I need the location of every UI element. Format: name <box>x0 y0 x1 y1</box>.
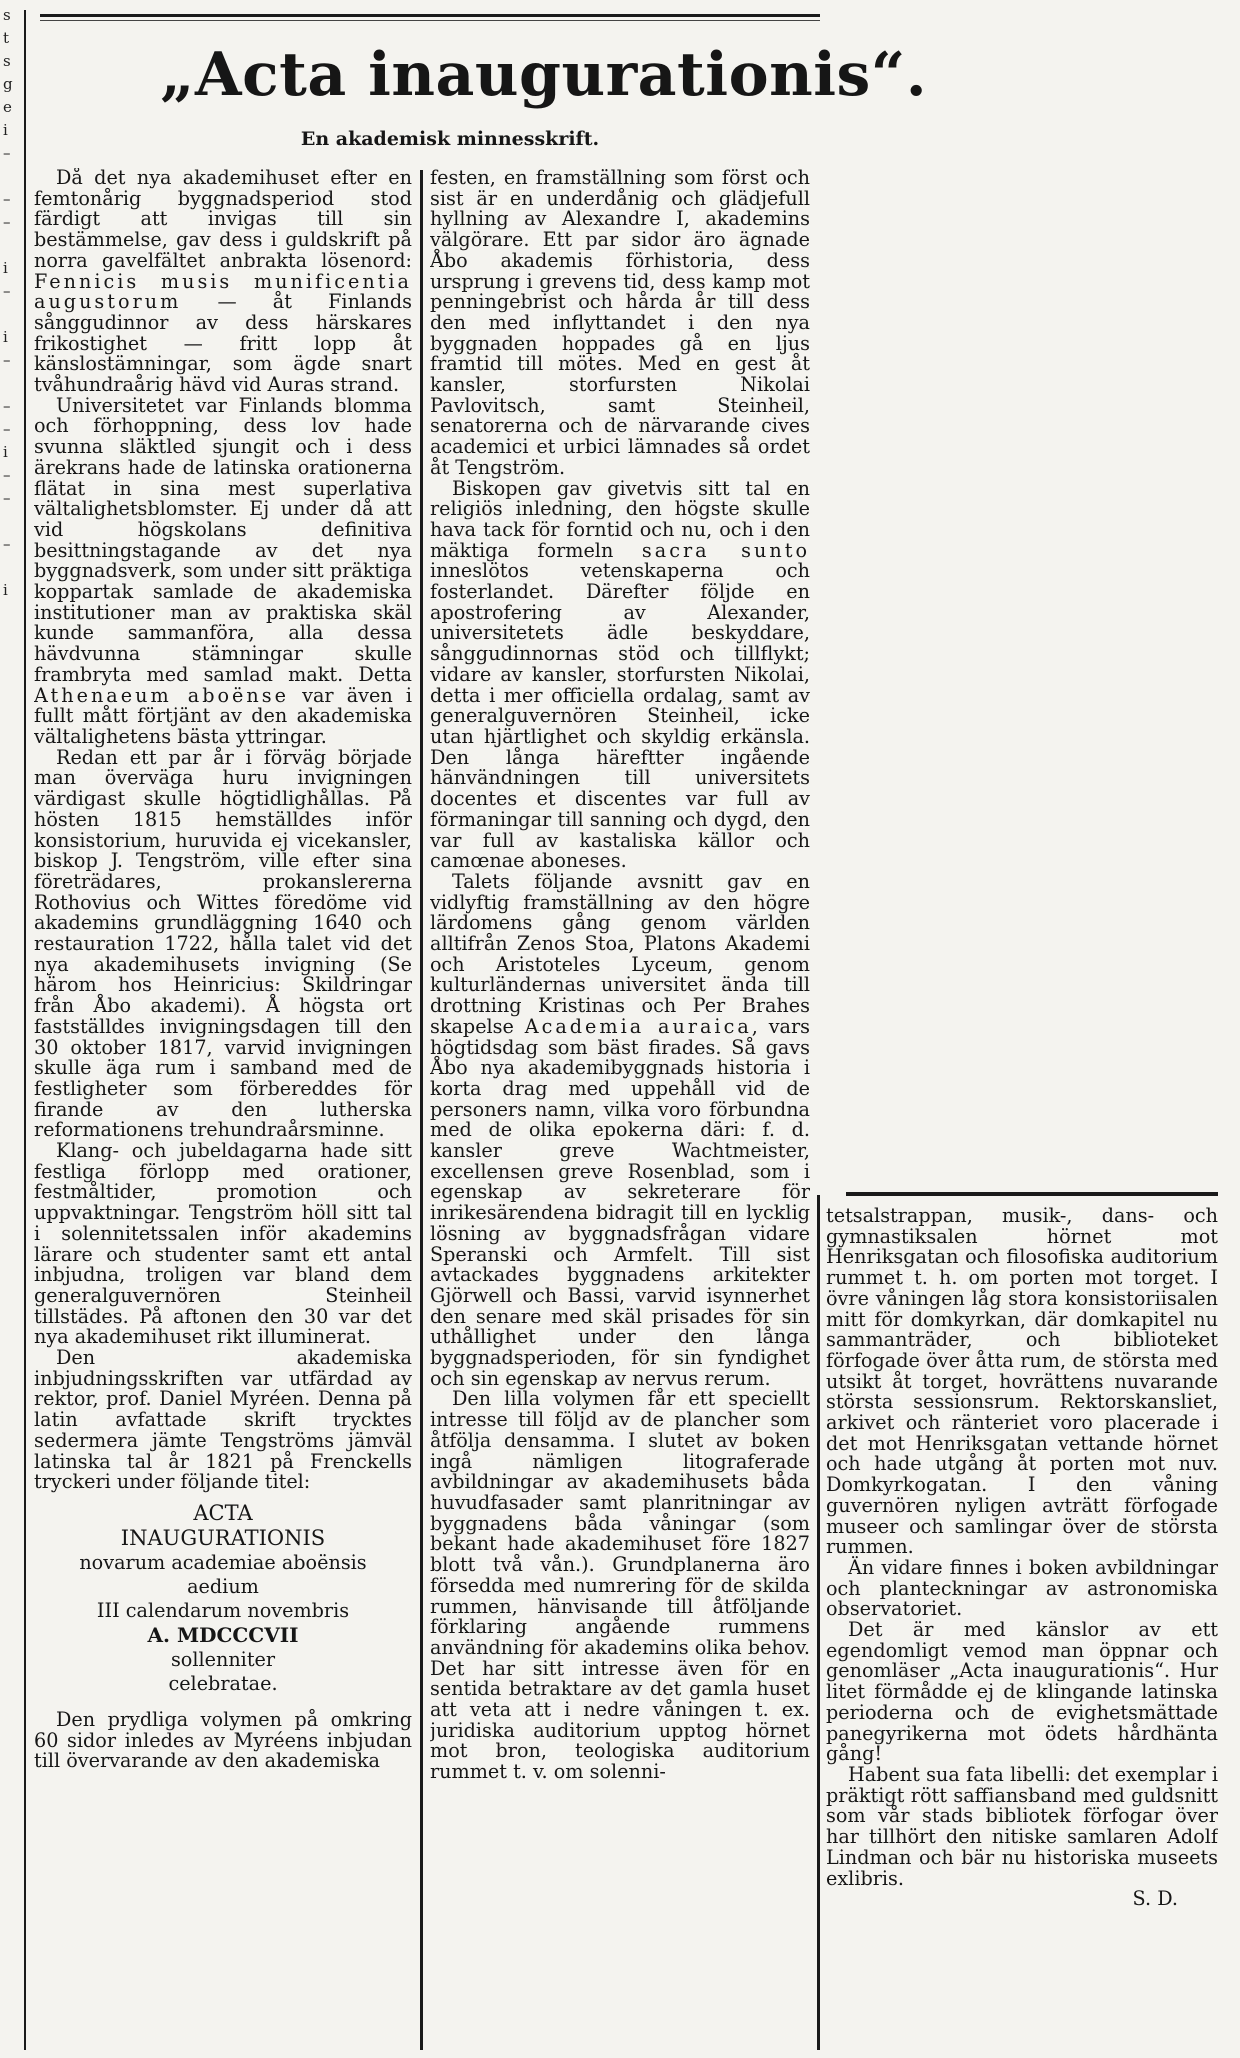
margin-letter: s <box>3 6 11 24</box>
subheadline: En akademisk minnesskrift. <box>300 128 600 150</box>
margin-letter: i <box>3 328 8 346</box>
signature: S. D. <box>1132 1887 1178 1911</box>
column-rule-1 <box>420 170 423 2050</box>
paragraph: Redan ett par år i förväg började man överväga huru invigningen värdigast skulle högtidlighållas. På hösten 1815 hemställdes inför konsistorium, huruvida ej vicekansler, biskop J. Tengström, ville efter sina företrädares, prokanslererna Rothovius och Wittes föredöme vid akademins grundläggning 1640 och restauration 1722, hålla talet vid det nya akademihusets invigning (Se härom hos Heinricius: Skildringar från Åbo akademi). Å högsta ort fastställdes invigningsdagen till den 30 oktober 1817, varvid invigningen skulle äga rum i samband med de festligheter som förbereddes för firande av den lutherska reformationens trehundraårsminne. <box>34 745 412 1142</box>
column-rule-left <box>24 10 26 2050</box>
paragraph: Habent sua fata libelli: det exemplar i präktigt rött saffiansband med guldsnitt som vår stads bibliotek förfogar över har tillhört den nitiske samlaren Adolf Lindman och bär nu historiska museets exlibris. <box>826 1762 1218 1890</box>
paragraph: Biskopen gav givetvis sitt tal en religiös inledning, den högste skulle hava tack för forntid och nu, och i den mäktiga formeln sacra sunto inneslötos vetenskaperna och fosterlandet. Därefter följde en apostrofering av Alexander, universitetets ädle beskyddare, sånggudinnornas stöd och tillflykt; vidare av kansler, storfursten Nikolai, detta i mer officiella ordalag, samt av generalguvernören Steinheil, icke utan hjärtlighet och skyldig erkänsla. Den långa häreftter ingående hänvändningen till universitets docentes et discentes var full av förmaningar till sanning och dygd, den var full av kastaliska källor och camœnae aboneses. <box>430 476 810 873</box>
margin-letter: – <box>3 466 11 484</box>
margin-letter: – <box>3 144 11 162</box>
title-line: sollenniter <box>170 1648 276 1671</box>
margin-letter: g <box>3 75 13 93</box>
paragraph: Den lilla volymen får ett speciellt intresse till följd av de plancher som åtfölja densamma. I slutet av boken ingå nämligen litograferade avbildningar av akademihusets båda huvudfasader samt planritningar av byggnadens båda våningar (som bekant hade akademihuset före 1827 blott två vån.). Grundplanerna äro försedda med numrering för de skilda rummen, hänvisande till åtföljande förklaring angående rummens användning för akademins olika behov. Det har sitt intresse även för en sentida betraktare av det gamla huset att veta att i nedre våningen t. ex. juridiska auditorium upptog hörnet mot bron, teologiska auditorium rummet t. v. om solenni- <box>430 1387 810 1784</box>
paragraph: Än vidare finnes i boken avbildningar och planteckningar av astronomiska observatoriet. <box>826 1555 1218 1621</box>
margin-letter: – <box>3 489 11 507</box>
title-line: III calendarum novembris <box>96 1599 350 1622</box>
spaced-phrase: Academia auraica <box>524 1014 752 1038</box>
paragraph: Det är med känslor av ett egendomligt vemod man öppnar och genomläser „Acta inaugurationis“. Hur litet förmådde ej de klingande latinska perioderna och de evighetsmättade panegyrikerna mot ödets hårdhänta gång! <box>826 1618 1218 1766</box>
title-line: celebratae. <box>168 1672 278 1695</box>
margin-letter: – <box>3 213 11 231</box>
paragraph: Då det nya akademihuset efter en femtonårig byggnadsperiod stod färdigt att invigas till sin bestämmelse, gav dess i guldskrift på norra gavelfältet anbrakta lösenord: Fennicis musis munificentia augustorum — åt Finlands sånggudinnor av dess härskares frikostighet — fritt lopp åt känslostämningar, som ägde snart tvåhundraårig hävd vid Auras strand. <box>34 168 412 397</box>
margin-letter: i <box>3 443 8 461</box>
margin-letter: – <box>3 351 11 369</box>
margin-letter: i <box>3 581 8 599</box>
section-rule <box>846 1192 1218 1196</box>
margin-letter: – <box>3 420 11 438</box>
paragraph: tetsalstrappan, musik-, dans- och gymnastiksalen hörnet mot Henriksgatan och filosofiska auditorium rummet t. h. om porten mot torget. I övre våningen låg stora konsistoriisalen mitt för domkyrkan, där domkapitel nu sammanträder, och biblioteket förfogade över åtta rum, de största med utsikt åt torget, hovrättens nuvarande största sessionsrum. Rektorskansliet, arkivet och ränteriet voro placerade i det mot Henriksgatan vettande hörnet och hade utgång åt porten mot nuv. Domkyrkogatan. I den våning guvernören nyligen avträtt förfogade museer och samlingar över de största rummen. <box>826 1206 1218 1559</box>
column-rule-2 <box>817 1195 820 2050</box>
headline: „Acta inaugurationis“. <box>160 40 928 110</box>
title-line: aedium <box>187 1575 259 1598</box>
title-line: ACTA <box>193 1501 253 1525</box>
column-3 <box>826 1206 1218 2052</box>
margin-letter: – <box>3 190 11 208</box>
margin-letter: i <box>3 259 8 277</box>
margin-letter: t <box>3 29 10 47</box>
paragraph: Klang- och jubeldagarna hade sitt festliga förlopp med orationer, festmåltider, promotion och uppvaktningar. Tengström höll sitt tal i solennitetssalen inför akademins lärare och studenter samt ett antal inbjudna, troligen var bland dem generalguvernören Steinheil tillstädes. På aftonen den 30 var det nya akademihuset rikt illuminerat. <box>34 1139 412 1349</box>
top-rule <box>40 14 820 17</box>
spaced-phrase: Athenaeum aboënse <box>34 683 289 707</box>
paragraph: Universitetet var Finlands blomma och förhoppning, dess lov hade svunna släktled sjungit och i dess ärekrans hade de latinska orationerna flätat in sina mest superlativa vältalighetsblomster. Ej under då att vid högskolans definitiva besittningstagande av det nya byggnadsverk, som under sitt präktiga koppartak samlade de akademiska institutioner man av praktiska skäl kunde sammanföra, alla dessa hävdvunna stämningar skulle frambryta med samlad makt. Detta Athenaeum aboënse var även i fullt mått förtjänt av den akademiska vältalighetens bästa yttringar. <box>34 393 412 748</box>
book-title-block <box>34 1501 412 1696</box>
margin-letter: s <box>3 52 11 70</box>
paragraph: Den prydliga volymen på omkring 60 sidor inledes av Myréens inbjudan till övervarande av den akademiska <box>34 1708 412 1773</box>
margin-letter: e <box>3 98 12 116</box>
margin-letter: – <box>3 282 11 300</box>
title-line: A. MDCCCVII <box>147 1623 299 1647</box>
spaced-phrase: sacra sunto <box>641 538 810 562</box>
margin-letter: i <box>3 121 8 139</box>
title-line: INAUGURATIONIS <box>120 1526 326 1550</box>
column-2 <box>430 168 810 2053</box>
paragraph: festen, en framställning som först och sist är en underdånig och glädjefull hyllning av Alexandre I, akademins välgörare. Ett par sidor äro ägnade Åbo akademis förhistoria, dess ursprung i grevens tid, dess kamp mot penningebrist och hårda år till dess den med inflyttandet i den nya byggnaden hoppades gå en ljus framtid till mötes. Med en gest åt kansler, storfursten Nikolai Pavlovitsch, samt Steinheil, senatorerna och de närvarande cives academici et urbici lämnades så ordet åt Tengström. <box>430 168 810 479</box>
column-1 <box>34 168 412 2053</box>
margin-letter: – <box>3 397 11 415</box>
title-line: novarum academiae aboënsis <box>79 1551 367 1574</box>
paragraph: Den akademiska inbjudningsskriften var utfärdad av rektor, prof. Daniel Myréen. Denna på latin avfattade skrift trycktes sedermera jämte Tengströms jämväl latinska tal år 1821 på Frenckells tryckeri under följande titel: <box>34 1346 412 1494</box>
top-rule-thin <box>40 20 820 21</box>
left-margin-fragment <box>0 0 20 900</box>
margin-letter: – <box>3 535 11 553</box>
motto: Fennicis musis munificentia augustorum <box>34 269 412 314</box>
paragraph: Talets följande avsnitt gav en vidlyftig framställning av den högre lärdomens gång genom världen alltifrån Zenos Stoa, Platons Akademi och Aristoteles Lyceum, genom kulturländernas universitet ända till drottning Kristinas och Per Brahes skapelse Academia auraica, vars högtidsdag som bäst firades. Så gavs Åbo nya akademibyggnads historia i korta drag med uppehåll vid de personers namn, vilka voro förbundna med de olika epokerna däri: f. d. kansler greve Wachtmeister, excellensen greve Rosenblad, som i egenskap av sekreterare för inrikesärendena bidragit till en lycklig lösning av byggnadsfrågan vidare Speranski och Armfelt. Till sist avtackades byggnadens arkitekter Gjörwell och Bassi, varvid isynnerhet den senare med skäl prisades för sin uthållighet under den långa byggnadsperioden, för sin fyndighet och sin egenskap av nervus rerum. <box>430 869 810 1390</box>
